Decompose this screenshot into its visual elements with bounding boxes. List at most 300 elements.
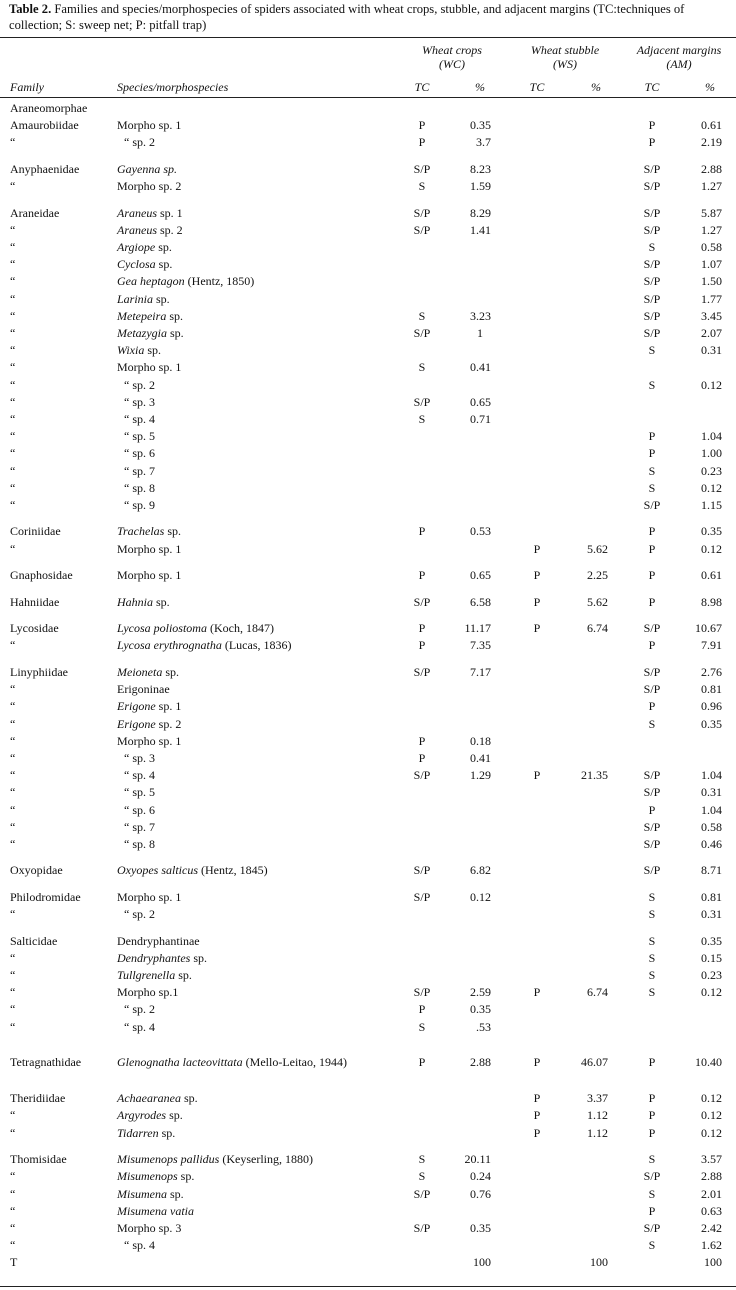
am-percent-cell: 0.23 <box>701 464 722 478</box>
am-technique-cell: S/P <box>643 863 661 877</box>
family-cell: “ <box>10 498 16 512</box>
ws-technique-cell: P <box>533 1055 541 1069</box>
caption-text-line1: Families and species/morphospecies of spiders associated with wheat crops, stubble, and adjacent margins (TC:techniques of <box>51 2 685 16</box>
ws-percent-cell: 46.07 <box>581 1055 608 1069</box>
wc-percent-cell: 7.17 <box>470 665 491 679</box>
wc-technique-cell: S/P <box>413 395 431 409</box>
family-cell: “ <box>10 1002 16 1016</box>
species-cell: Larinia sp. <box>117 292 170 306</box>
family-cell: “ <box>10 1126 16 1140</box>
family-cell: “ <box>10 135 16 149</box>
family-cell: “ <box>10 1204 16 1218</box>
header-wheat-stubble-abbr: (WS) <box>553 57 577 71</box>
wc-percent-cell: 6.82 <box>470 863 491 877</box>
am-percent-cell: 1.04 <box>701 429 722 443</box>
family-cell: Oxyopidae <box>10 863 63 877</box>
family-cell: “ <box>10 638 16 652</box>
wc-technique-cell: P <box>418 568 426 582</box>
family-cell: Araneomorphae <box>10 101 88 115</box>
am-technique-cell: S <box>648 481 656 495</box>
am-percent-cell: 0.35 <box>701 524 722 538</box>
wc-percent-cell: 0.18 <box>470 734 491 748</box>
family-cell: Philodromidae <box>10 890 81 904</box>
am-percent-cell: 8.71 <box>701 863 722 877</box>
wc-percent-cell: 0.35 <box>470 1002 491 1016</box>
am-percent-cell: 1.77 <box>701 292 722 306</box>
family-cell: “ <box>10 343 16 357</box>
am-percent-cell: 0.46 <box>701 837 722 851</box>
family-cell: Gnaphosidae <box>10 568 73 582</box>
family-cell: “ <box>10 751 16 765</box>
am-percent-cell: 2.07 <box>701 326 722 340</box>
wc-technique-cell: S/P <box>413 985 431 999</box>
am-technique-cell: S <box>648 907 656 921</box>
wc-technique-cell: S <box>418 179 426 193</box>
am-percent-cell: 1.27 <box>701 223 722 237</box>
species-cell: Achaearanea sp. <box>117 1091 198 1105</box>
wc-technique-cell: S/P <box>413 595 431 609</box>
family-cell: Linyphiidae <box>10 665 68 679</box>
species-cell: Tidarren sp. <box>117 1126 176 1140</box>
wc-percent-cell: 20.11 <box>464 1152 491 1166</box>
wc-technique-cell: S/P <box>413 665 431 679</box>
species-cell: “ sp. 4 <box>124 1238 155 1252</box>
am-percent-cell: 0.63 <box>701 1204 722 1218</box>
am-percent-cell: 1.62 <box>701 1238 722 1252</box>
family-cell: “ <box>10 837 16 851</box>
am-percent-cell: 10.40 <box>695 1055 722 1069</box>
am-technique-cell: S/P <box>643 768 661 782</box>
am-technique-cell: S <box>648 934 656 948</box>
am-percent-cell: 2.88 <box>701 1169 722 1183</box>
wc-percent-cell: .53 <box>476 1020 491 1034</box>
header-ws-pct: % <box>591 80 601 94</box>
ws-percent-cell: 1.12 <box>587 1108 608 1122</box>
am-percent-cell: 3.57 <box>701 1152 722 1166</box>
header-rule <box>0 97 736 98</box>
am-technique-cell: S/P <box>643 326 661 340</box>
am-percent-cell: 0.35 <box>701 934 722 948</box>
family-cell: Lycosidae <box>10 621 59 635</box>
am-technique-cell: S <box>648 343 656 357</box>
header-wc-tc: TC <box>414 80 430 94</box>
am-technique-cell: P <box>648 429 656 443</box>
family-cell: Araneidae <box>10 206 60 220</box>
am-technique-cell: S <box>648 464 656 478</box>
header-am-tc: TC <box>644 80 660 94</box>
wc-technique-cell: S/P <box>413 326 431 340</box>
wc-percent-cell: 2.59 <box>470 985 491 999</box>
am-technique-cell: S/P <box>643 665 661 679</box>
family-cell: “ <box>10 734 16 748</box>
am-percent-cell: 0.31 <box>701 343 722 357</box>
ws-percent-cell: 5.62 <box>587 595 608 609</box>
species-cell: “ sp. 2 <box>124 1002 155 1016</box>
ws-percent-cell: 6.74 <box>587 621 608 635</box>
family-cell: “ <box>10 274 16 288</box>
am-percent-cell: 0.12 <box>701 481 722 495</box>
am-technique-cell: S/P <box>643 292 661 306</box>
am-percent-cell: 2.88 <box>701 162 722 176</box>
species-cell: Trachelas sp. <box>117 524 182 538</box>
species-cell: Morpho sp. 1 <box>117 360 182 374</box>
am-percent-cell: 2.42 <box>701 1221 722 1235</box>
family-cell: “ <box>10 985 16 999</box>
caption-text-line2: collection; S: sweep net; P: pitfall trap) <box>9 18 207 32</box>
species-cell: “ sp. 3 <box>124 751 155 765</box>
family-cell: “ <box>10 1020 16 1034</box>
header-adjacent-margins-abbr: (AM) <box>666 57 692 71</box>
species-cell: “ sp. 7 <box>124 820 155 834</box>
am-technique-cell: P <box>648 699 656 713</box>
wc-technique-cell: P <box>418 734 426 748</box>
wc-technique-cell: P <box>418 524 426 538</box>
species-cell: Lycosa poliostoma (Koch, 1847) <box>117 621 274 635</box>
species-cell: Morpho sp. 1 <box>117 890 182 904</box>
ws-percent-cell: 2.25 <box>587 568 608 582</box>
species-cell: Metazygia sp. <box>117 326 184 340</box>
am-technique-cell: S <box>648 890 656 904</box>
wc-technique-cell: S <box>418 1169 426 1183</box>
species-cell: “ sp. 3 <box>124 395 155 409</box>
wc-percent-cell: 2.88 <box>470 1055 491 1069</box>
family-cell: “ <box>10 820 16 834</box>
am-technique-cell: P <box>648 1055 656 1069</box>
wc-percent-cell: 0.65 <box>470 568 491 582</box>
am-percent-cell: 1.00 <box>701 446 722 460</box>
species-cell: Dendryphantinae <box>117 934 200 948</box>
family-cell: “ <box>10 1221 16 1235</box>
family-cell: “ <box>10 1187 16 1201</box>
wc-percent-cell: 100 <box>473 1255 491 1269</box>
am-technique-cell: S/P <box>643 1221 661 1235</box>
species-cell: Morpho sp. 1 <box>117 118 182 132</box>
family-cell: Coriniidae <box>10 524 61 538</box>
wc-technique-cell: P <box>418 1055 426 1069</box>
am-technique-cell: S/P <box>643 223 661 237</box>
am-percent-cell: 0.81 <box>701 890 722 904</box>
species-cell: Morpho sp. 2 <box>117 179 182 193</box>
table-caption <box>9 1 736 33</box>
family-cell: “ <box>10 395 16 409</box>
species-cell: Argyrodes sp. <box>117 1108 183 1122</box>
am-technique-cell: S/P <box>643 1169 661 1183</box>
am-percent-cell: 2.19 <box>701 135 722 149</box>
am-technique-cell: P <box>648 638 656 652</box>
am-technique-cell: S/P <box>643 309 661 323</box>
species-cell: “ sp. 8 <box>124 481 155 495</box>
am-percent-cell: 8.98 <box>701 595 722 609</box>
wc-percent-cell: 0.53 <box>470 524 491 538</box>
wc-percent-cell: 11.17 <box>464 621 491 635</box>
family-cell: “ <box>10 464 16 478</box>
family-cell: “ <box>10 542 16 556</box>
wc-technique-cell: S/P <box>413 162 431 176</box>
species-cell: Erigoninae <box>117 682 170 696</box>
wc-percent-cell: 7.35 <box>470 638 491 652</box>
am-technique-cell: S/P <box>643 257 661 271</box>
header-species: Species/morphospecies <box>117 80 229 94</box>
species-cell: Gayenna sp. <box>117 162 177 176</box>
wc-technique-cell: S <box>418 1152 426 1166</box>
am-percent-cell: 2.01 <box>701 1187 722 1201</box>
am-percent-cell: 1.27 <box>701 179 722 193</box>
wc-technique-cell: S/P <box>413 890 431 904</box>
am-technique-cell: P <box>648 1126 656 1140</box>
header-adjacent-margins: Adjacent margins <box>636 43 722 57</box>
ws-technique-cell: P <box>533 568 541 582</box>
am-technique-cell: S <box>648 985 656 999</box>
species-cell: Misumenops sp. <box>117 1169 195 1183</box>
wc-technique-cell: S/P <box>413 863 431 877</box>
family-cell: “ <box>10 1238 16 1252</box>
am-percent-cell: 0.81 <box>701 682 722 696</box>
family-cell: Anyphaenidae <box>10 162 80 176</box>
wc-technique-cell: S/P <box>413 223 431 237</box>
ws-technique-cell: P <box>533 768 541 782</box>
ws-technique-cell: P <box>533 1091 541 1105</box>
ws-percent-cell: 1.12 <box>587 1126 608 1140</box>
ws-technique-cell: P <box>533 595 541 609</box>
species-cell: Morpho sp.1 <box>117 985 179 999</box>
header-wheat-crops-abbr: (WC) <box>439 57 465 71</box>
family-cell: Thomisidae <box>10 1152 67 1166</box>
wc-technique-cell: S/P <box>413 768 431 782</box>
header-ws-tc: TC <box>529 80 545 94</box>
bottom-rule <box>0 1286 736 1287</box>
am-percent-cell: 0.58 <box>701 240 722 254</box>
wc-percent-cell: 1.29 <box>470 768 491 782</box>
species-cell: “ sp. 5 <box>124 785 155 799</box>
wc-percent-cell: 0.76 <box>470 1187 491 1201</box>
am-percent-cell: 0.96 <box>701 699 722 713</box>
species-cell: Dendryphantes sp. <box>117 951 207 965</box>
species-cell: Misumenops pallidus (Keyserling, 1880) <box>117 1152 313 1166</box>
wc-technique-cell: S <box>418 1020 426 1034</box>
ws-percent-cell: 21.35 <box>581 768 608 782</box>
wc-technique-cell: S/P <box>413 1187 431 1201</box>
species-cell: Oxyopes salticus (Hentz, 1845) <box>117 863 268 877</box>
family-cell: “ <box>10 1108 16 1122</box>
family-cell: “ <box>10 360 16 374</box>
am-percent-cell: 0.12 <box>701 378 722 392</box>
species-cell: Araneus sp. 2 <box>117 223 183 237</box>
am-technique-cell: S/P <box>643 206 661 220</box>
species-cell: Glenognatha lacteovittata (Mello-Leitao, 1944) <box>117 1055 347 1069</box>
species-cell: Cyclosa sp. <box>117 257 173 271</box>
am-percent-cell: 0.31 <box>701 785 722 799</box>
species-cell: “ sp. 4 <box>124 1020 155 1034</box>
wc-percent-cell: 0.71 <box>470 412 491 426</box>
am-percent-cell: 0.12 <box>701 985 722 999</box>
family-cell: “ <box>10 785 16 799</box>
family-cell: “ <box>10 378 16 392</box>
ws-percent-cell: 5.62 <box>587 542 608 556</box>
wc-technique-cell: P <box>418 135 426 149</box>
ws-technique-cell: P <box>533 985 541 999</box>
wc-percent-cell: 1 <box>477 326 483 340</box>
wc-technique-cell: S/P <box>413 1221 431 1235</box>
species-cell: Erigone sp. 2 <box>117 717 182 731</box>
species-cell: “ sp. 2 <box>124 135 155 149</box>
am-technique-cell: S <box>648 951 656 965</box>
am-technique-cell: S/P <box>643 682 661 696</box>
family-cell: “ <box>10 481 16 495</box>
family-cell: “ <box>10 257 16 271</box>
species-cell: Morpho sp. 1 <box>117 542 182 556</box>
am-technique-cell: P <box>648 542 656 556</box>
wc-percent-cell: 0.12 <box>470 890 491 904</box>
wc-percent-cell: 1.41 <box>470 223 491 237</box>
am-technique-cell: S <box>648 1187 656 1201</box>
wc-percent-cell: 6.58 <box>470 595 491 609</box>
am-technique-cell: P <box>648 568 656 582</box>
am-percent-cell: 7.91 <box>701 638 722 652</box>
am-percent-cell: 5.87 <box>701 206 722 220</box>
am-percent-cell: 100 <box>704 1255 722 1269</box>
am-percent-cell: 0.31 <box>701 907 722 921</box>
wc-percent-cell: 0.41 <box>470 360 491 374</box>
ws-technique-cell: P <box>533 621 541 635</box>
family-cell: “ <box>10 326 16 340</box>
am-technique-cell: P <box>648 1091 656 1105</box>
am-percent-cell: 0.61 <box>701 568 722 582</box>
family-cell: “ <box>10 179 16 193</box>
wc-technique-cell: P <box>418 751 426 765</box>
header-am-pct: % <box>705 80 715 94</box>
family-cell: “ <box>10 951 16 965</box>
am-technique-cell: P <box>648 118 656 132</box>
species-cell: “ sp. 6 <box>124 803 155 817</box>
wc-percent-cell: 0.65 <box>470 395 491 409</box>
wc-percent-cell: 0.35 <box>470 1221 491 1235</box>
header-wheat-crops: Wheat crops <box>422 43 482 57</box>
species-cell: Morpho sp. 1 <box>117 734 182 748</box>
wc-percent-cell: 3.7 <box>476 135 491 149</box>
family-cell: “ <box>10 907 16 921</box>
ws-technique-cell: P <box>533 542 541 556</box>
top-rule <box>0 37 736 38</box>
family-cell: T <box>10 1255 18 1269</box>
am-percent-cell: 0.15 <box>701 951 722 965</box>
am-technique-cell: S/P <box>643 274 661 288</box>
am-technique-cell: S <box>648 968 656 982</box>
am-technique-cell: S/P <box>643 621 661 635</box>
species-cell: Metepeira sp. <box>117 309 183 323</box>
family-cell: “ <box>10 968 16 982</box>
wc-percent-cell: 0.24 <box>470 1169 491 1183</box>
family-cell: “ <box>10 429 16 443</box>
species-cell: “ sp. 2 <box>124 378 155 392</box>
am-percent-cell: 0.58 <box>701 820 722 834</box>
wc-percent-cell: 8.29 <box>470 206 491 220</box>
am-technique-cell: P <box>648 595 656 609</box>
am-technique-cell: S/P <box>643 179 661 193</box>
header-family: Family <box>10 80 44 94</box>
species-cell: “ sp. 9 <box>124 498 155 512</box>
wc-technique-cell: P <box>418 621 426 635</box>
family-cell: “ <box>10 699 16 713</box>
am-technique-cell: P <box>648 1204 656 1218</box>
am-percent-cell: 0.12 <box>701 1091 722 1105</box>
species-cell: “ sp. 6 <box>124 446 155 460</box>
am-percent-cell: 1.50 <box>701 274 722 288</box>
species-cell: Hahnia sp. <box>117 595 170 609</box>
species-cell: “ sp. 4 <box>124 768 155 782</box>
ws-percent-cell: 100 <box>590 1255 608 1269</box>
species-cell: “ sp. 2 <box>124 907 155 921</box>
ws-technique-cell: P <box>533 1126 541 1140</box>
am-technique-cell: S/P <box>643 837 661 851</box>
family-cell: “ <box>10 412 16 426</box>
wc-percent-cell: 0.41 <box>470 751 491 765</box>
family-cell: “ <box>10 292 16 306</box>
am-technique-cell: S <box>648 717 656 731</box>
species-cell: “ sp. 7 <box>124 464 155 478</box>
am-technique-cell: S/P <box>643 162 661 176</box>
am-percent-cell: 10.67 <box>695 621 722 635</box>
am-percent-cell: 1.04 <box>701 803 722 817</box>
wc-technique-cell: P <box>418 118 426 132</box>
am-technique-cell: P <box>648 1108 656 1122</box>
species-cell: “ sp. 8 <box>124 837 155 851</box>
ws-technique-cell: P <box>533 1108 541 1122</box>
wc-technique-cell: S <box>418 360 426 374</box>
table-label: Table 2. <box>9 2 52 16</box>
am-percent-cell: 0.23 <box>701 968 722 982</box>
am-technique-cell: P <box>648 524 656 538</box>
am-technique-cell: S/P <box>643 785 661 799</box>
am-technique-cell: S <box>648 1238 656 1252</box>
am-percent-cell: 0.12 <box>701 1126 722 1140</box>
am-technique-cell: P <box>648 803 656 817</box>
am-technique-cell: P <box>648 135 656 149</box>
wc-percent-cell: 3.23 <box>470 309 491 323</box>
am-percent-cell: 3.45 <box>701 309 722 323</box>
family-cell: Tetragnathidae <box>10 1055 82 1069</box>
species-cell: Meioneta sp. <box>117 665 179 679</box>
species-cell: Morpho sp. 1 <box>117 568 182 582</box>
species-cell: Wixia sp. <box>117 343 161 357</box>
wc-percent-cell: 8.23 <box>470 162 491 176</box>
species-cell: Lycosa erythrognatha (Lucas, 1836) <box>117 638 292 652</box>
species-cell: Tullgrenella sp. <box>117 968 192 982</box>
family-cell: “ <box>10 223 16 237</box>
am-percent-cell: 0.12 <box>701 542 722 556</box>
am-percent-cell: 1.15 <box>701 498 722 512</box>
family-cell: “ <box>10 240 16 254</box>
wc-percent-cell: 0.35 <box>470 118 491 132</box>
am-percent-cell: 1.07 <box>701 257 722 271</box>
species-cell: Araneus sp. 1 <box>117 206 183 220</box>
family-cell: “ <box>10 446 16 460</box>
family-cell: “ <box>10 682 16 696</box>
wc-technique-cell: S <box>418 309 426 323</box>
family-cell: “ <box>10 717 16 731</box>
wc-technique-cell: S/P <box>413 206 431 220</box>
am-technique-cell: S <box>648 378 656 392</box>
species-cell: Erigone sp. 1 <box>117 699 182 713</box>
species-cell: Misumena vatia <box>117 1204 194 1218</box>
family-cell: Salticidae <box>10 934 58 948</box>
am-percent-cell: 0.35 <box>701 717 722 731</box>
header-wc-pct: % <box>475 80 485 94</box>
wc-technique-cell: S <box>418 412 426 426</box>
family-cell: “ <box>10 1169 16 1183</box>
family-cell: Hahniidae <box>10 595 60 609</box>
am-percent-cell: 0.61 <box>701 118 722 132</box>
am-technique-cell: S/P <box>643 820 661 834</box>
